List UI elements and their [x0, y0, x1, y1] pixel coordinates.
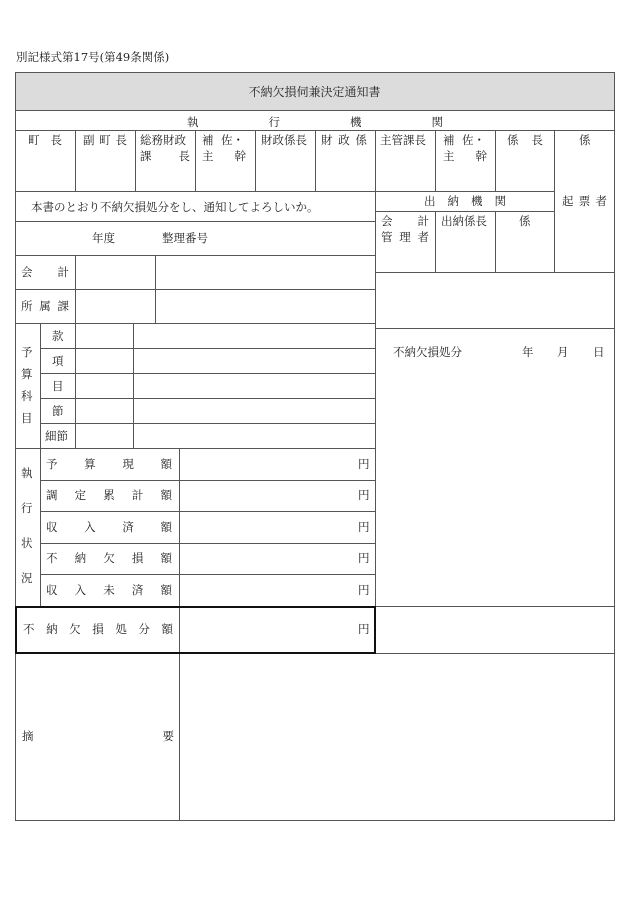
executive-char: 執 [187, 115, 199, 129]
executive-char: 行 [268, 115, 280, 129]
department-label: 所 属 課 [21, 299, 69, 313]
budget-item-moku: 目 [52, 379, 64, 393]
account-label: 会 計 [21, 265, 69, 279]
approver-town-head: 町 長 [28, 133, 62, 147]
reference-number-label: 整理番号 [162, 231, 208, 245]
budget-item-kan: 款 [52, 329, 64, 343]
status-assessed-total: 調 定 累 計 額 [46, 488, 172, 502]
disposal-date-month: 月 [557, 345, 569, 359]
budget-label-char: 算 [21, 367, 33, 381]
disposal-amount-label: 不 納 欠 損 処 分 額 [23, 622, 173, 636]
accountant-label-1: 会 計 [381, 214, 429, 228]
status-label-char: 執 [21, 466, 33, 480]
approver-chief-a: 主 幹 [202, 149, 246, 163]
executive-char: 関 [431, 115, 443, 129]
budget-item-setsu: 節 [52, 404, 64, 418]
approver-main-section-head: 主管課長 [380, 133, 426, 147]
approver-assistant-b: 補 佐・ [443, 133, 485, 147]
budget-item-saisetsu: 細節 [45, 429, 68, 443]
status-budget-current: 予 算 現 額 [46, 457, 172, 471]
approver-staff-b: 係 [579, 133, 591, 147]
treasury-chief-label: 出納係長 [441, 214, 487, 228]
approver-chief-b: 係 長 [507, 133, 543, 147]
treasury-staff-label: 係 [519, 214, 531, 228]
summary-label: 摘 要 [22, 729, 174, 743]
budget-item-kou: 項 [52, 354, 64, 368]
budget-label-char: 予 [21, 345, 33, 359]
form-number: 別記様式第17号(第49条関係) [16, 50, 170, 64]
yen-unit: 円 [358, 520, 370, 534]
yen-unit: 円 [358, 622, 370, 636]
accountant-label-2: 管 理 者 [381, 230, 429, 244]
drafter-label: 起 票 者 [562, 194, 607, 208]
approver-general-finance-head: 課 長 [140, 149, 190, 163]
yen-unit: 円 [358, 488, 370, 502]
status-unreceived: 収 入 未 済 額 [46, 583, 172, 597]
executive-char: 機 [350, 115, 362, 129]
status-received: 収 入 済 額 [46, 520, 172, 534]
status-deficit: 不 納 欠 損 額 [46, 551, 172, 565]
approver-finance-chief: 財政係長 [261, 133, 307, 147]
yen-unit: 円 [358, 551, 370, 565]
form-title: 不納欠損伺兼決定通知書 [248, 85, 381, 99]
budget-label-char: 目 [21, 411, 33, 425]
yen-unit: 円 [358, 457, 370, 471]
approver-chief-b-2: 主 幹 [443, 149, 487, 163]
budget-label-char: 科 [21, 389, 33, 403]
request-text: 本書のとおり不納欠損処分をし、通知してよろしいか。 [31, 200, 319, 214]
status-label-char: 行 [21, 501, 33, 515]
approver-assistant-a: 補 佐・ [202, 133, 244, 147]
disposal-date-year: 年 [522, 345, 534, 359]
executive-header [187, 114, 443, 130]
disposal-date-label: 不納欠損処分 [393, 345, 462, 359]
treasury-label: 出 納 機 関 [424, 194, 506, 208]
status-label-char: 状 [21, 536, 33, 550]
yen-unit: 円 [358, 583, 370, 597]
status-label-char: 況 [21, 571, 33, 585]
approver-deputy-head: 副 町 長 [83, 133, 127, 147]
approver-finance-staff: 財 政 係 [321, 133, 367, 147]
disposal-date-day: 日 [593, 345, 605, 359]
fiscal-year-label: 年度 [92, 231, 115, 245]
approver-general-finance: 総務財政 [140, 133, 186, 147]
